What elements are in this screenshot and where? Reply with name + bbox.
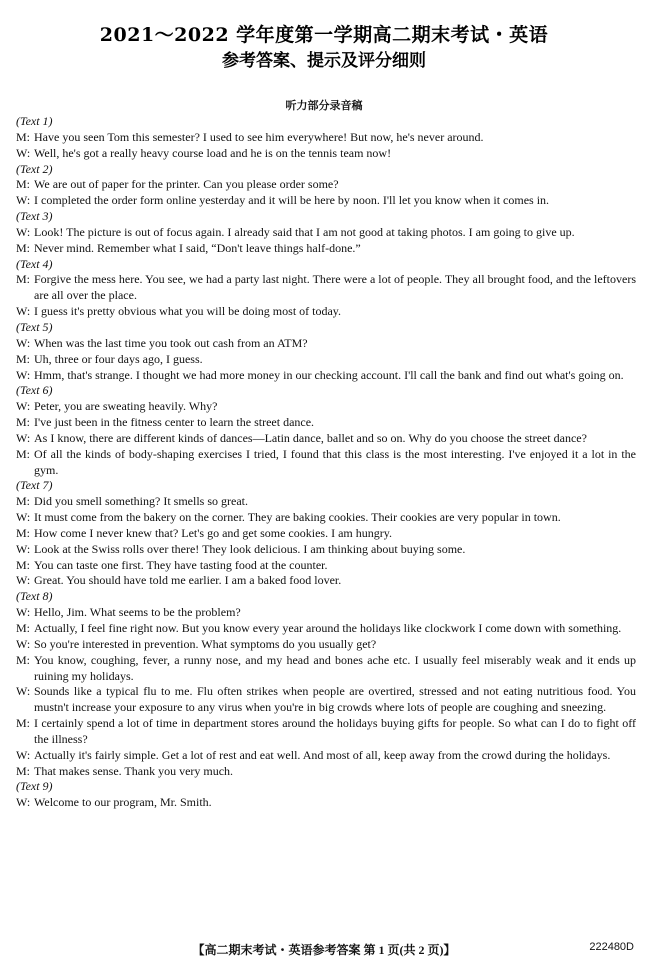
dialogue-line (16, 415, 636, 431)
section-title: 听力部分录音稿 (285, 99, 363, 112)
speaker: M: (16, 129, 31, 144)
speaker: W: (16, 636, 31, 651)
speaker: W: (16, 684, 31, 699)
dialogue-line (16, 193, 636, 209)
text-label: (Text 4) (16, 256, 53, 271)
footer-code: 222480D (589, 941, 634, 953)
text-label: (Text 6) (16, 383, 53, 398)
utterance: Uh, three or four days ago, I guess. (34, 351, 203, 366)
speaker: M: (16, 494, 31, 509)
footer-page-info: 【高二期末考试・英语参考答案 第 1 页(共 2 页)】 (192, 943, 456, 957)
dialogue-line (16, 431, 636, 447)
speaker: M: (16, 415, 31, 430)
dialogue-line (16, 764, 636, 780)
utterance: You can taste one first. They have tasting food at the counter. (34, 557, 328, 572)
speaker: M: (16, 240, 31, 255)
dialogue-line (16, 621, 636, 637)
utterance: Look! The picture is out of focus again. I already said that I am not good at taking photos. I am going to give up. (34, 224, 575, 239)
utterance: As I know, there are different kinds of dances—Latin dance, ballet and so on. Why do you choose the street dance? (34, 430, 587, 445)
dialogue-line (16, 146, 636, 162)
dialogue-line (16, 716, 636, 748)
speaker: W: (16, 430, 31, 445)
dialogue-line (16, 558, 636, 574)
utterance: When was the last time you took out cash from an ATM? (34, 335, 308, 350)
speaker: W: (16, 605, 31, 620)
dialogue-line (16, 684, 636, 716)
utterance: Well, he's got a really heavy course load and he is on the tennis team now! (34, 145, 392, 160)
utterance: That makes sense. Thank you very much. (34, 763, 234, 778)
dialogue-line (16, 272, 636, 304)
dialogue-line (16, 748, 636, 764)
text-label: (Text 3) (16, 209, 53, 224)
utterance: Actually it's fairly simple. Get a lot of rest and eat well. And most of all, keep away from the crowd during the holidays. (34, 747, 611, 762)
dialogue-line (16, 304, 636, 320)
dialogue-line (16, 637, 636, 653)
utterance: Forgive the mess here. You see, we had a party last night. There were a lot of people. They all brought food, and the leftovers are all over the place. (34, 272, 636, 303)
speaker: W: (16, 224, 31, 239)
speaker: M: (16, 177, 31, 192)
dialogue-line (16, 510, 636, 526)
transcript (16, 114, 636, 811)
dialogue-line (16, 225, 636, 241)
speaker: W: (16, 573, 31, 588)
dialogue-line (16, 494, 636, 510)
speaker: W: (16, 193, 31, 208)
utterance: Great. You should have told me earlier. I am a baked food lover. (34, 573, 342, 588)
utterance: Hmm, that's strange. I thought we had more money in our checking account. I'll call the bank and find out what's going on. (34, 367, 624, 382)
speaker: W: (16, 795, 31, 810)
speaker: M: (16, 351, 31, 366)
speaker: M: (16, 446, 31, 461)
utterance: So you're interested in prevention. What symptoms do you usually get? (34, 636, 377, 651)
text-label: (Text 8) (16, 589, 53, 604)
dialogue-line (16, 241, 636, 257)
speaker: W: (16, 399, 31, 414)
text-label: (Text 9) (16, 779, 53, 794)
dialogue-line (16, 177, 636, 193)
speaker: M: (16, 525, 31, 540)
utterance: Hello, Jim. What seems to be the problem? (34, 605, 241, 620)
dialogue-line (16, 526, 636, 542)
utterance: It must come from the bakery on the corner. They are baking cookies. Their cookies are very popular in town. (34, 510, 561, 525)
utterance: Have you seen Tom this semester? I used to see him everywhere! But now, he's never around. (34, 129, 484, 144)
dialogue-line (16, 542, 636, 558)
dialogue-line (16, 795, 636, 811)
speaker: W: (16, 335, 31, 350)
speaker: M: (16, 716, 31, 731)
speaker: M: (16, 557, 31, 572)
utterance: Of all the kinds of body-shaping exercises I tried, I found that this class is the most interesting. I've enjoyed it a lot in the gym. (34, 446, 636, 477)
dialogue-line (16, 130, 636, 146)
utterance: I guess it's pretty obvious what you will be doing most of today. (34, 304, 342, 319)
dialogue-line (16, 399, 636, 415)
utterance: Never mind. Remember what I said, “Don't leave things half-done.” (34, 240, 361, 255)
utterance: Actually, I feel fine right now. But you know every year around the holidays like clockwork I come down with something. (34, 621, 622, 635)
speaker: W: (16, 145, 31, 160)
document-subtitle: 参考答案、提示及评分细则 (222, 51, 426, 71)
speaker: M: (16, 272, 31, 287)
speaker: W: (16, 541, 31, 556)
dialogue-line (16, 653, 636, 685)
dialogue-line (16, 447, 636, 479)
speaker: M: (16, 652, 31, 667)
utterance: Sounds like a typical flu to me. Flu often strikes when people are overtired, stressed and not eating nutritious food. You mustn't increase your exposure to any virus when you're in big crowds where lots of people are coughing and sneezing. (34, 684, 636, 715)
dialogue-line (16, 352, 636, 368)
utterance: How come I never knew that? Let's go and get some cookies. I am hungry. (34, 525, 392, 540)
utterance: I've just been in the fitness center to learn the street dance. (34, 415, 315, 430)
dialogue-line (16, 336, 636, 352)
utterance: I completed the order form online yesterday and it will be here by noon. I'll let you know when it comes in. (34, 193, 550, 208)
text-label: (Text 1) (16, 114, 53, 128)
speaker: W: (16, 510, 31, 525)
utterance: You know, coughing, fever, a runny nose, and my head and bones ache etc. I usually feel miserably weak and it ends up ruining my holidays. (34, 652, 636, 683)
dialogue-line (16, 573, 636, 589)
speaker: M: (16, 621, 31, 635)
utterance: Peter, you are sweating heavily. Why? (34, 399, 218, 414)
text-label: (Text 5) (16, 319, 53, 334)
utterance: I certainly spend a lot of time in department stores around the holidays buying gifts for people. So what can I do to fight off the illness? (34, 716, 636, 746)
utterance: Did you smell something? It smells so great. (34, 494, 248, 509)
dialogue-line (16, 368, 636, 384)
text-label: (Text 7) (16, 478, 53, 493)
utterance: Welcome to our program, Mr. Smith. (34, 795, 212, 810)
text-label: (Text 2) (16, 161, 53, 176)
speaker: W: (16, 304, 31, 319)
speaker: M: (16, 763, 31, 778)
speaker: W: (16, 747, 31, 762)
utterance: We are out of paper for the printer. Can you please order some? (34, 177, 339, 192)
speaker: W: (16, 367, 31, 382)
document-title: 2021～2022 学年度第一学期高二期末考试・英语 (99, 24, 549, 46)
dialogue-line (16, 605, 636, 621)
utterance: Look at the Swiss rolls over there! They look delicious. I am thinking about buying some. (34, 541, 466, 556)
